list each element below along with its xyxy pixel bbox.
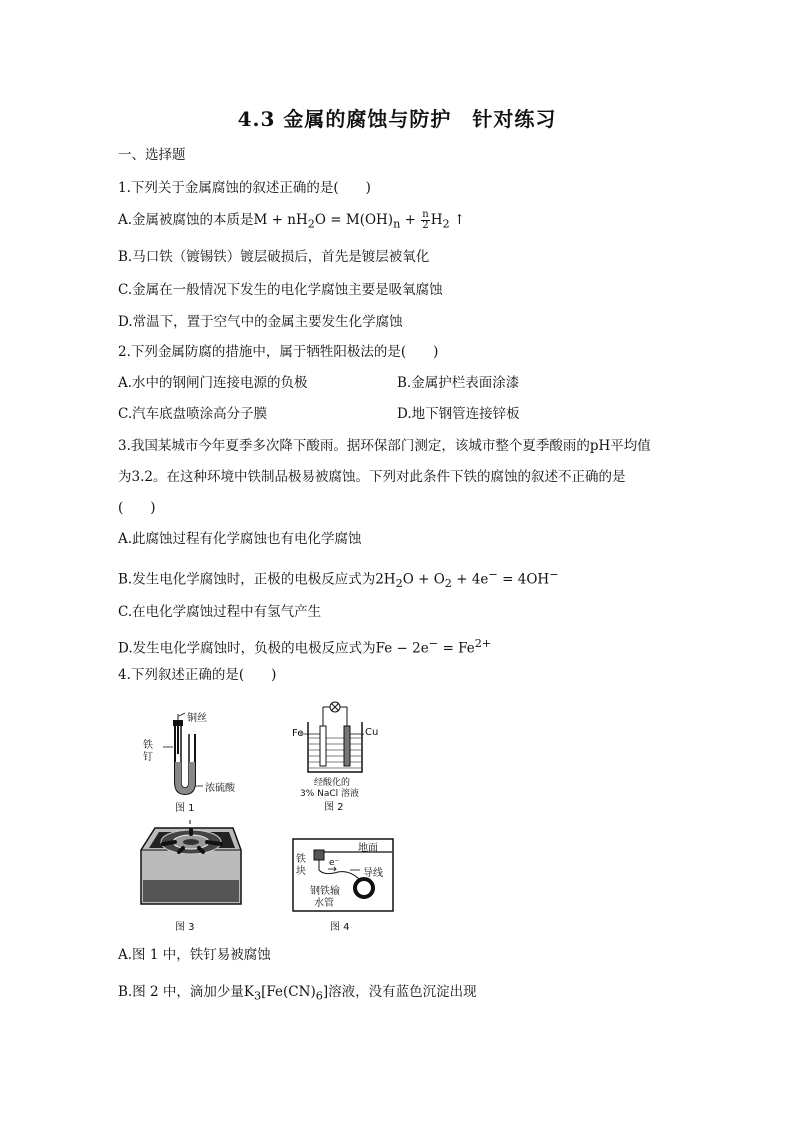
fraction-n-over-2: $\frac{n}{2}$ <box>422 209 429 231</box>
label-nail-2: 钉 <box>143 752 153 763</box>
q3-option-b: B.发生电化学腐蚀时，正极的电极反应式为$2H_2O + O_2 + 4e^- = 4OH^-$ <box>118 568 559 591</box>
caption-figure-1: 图 1 <box>175 803 195 814</box>
label-cu-electrode: Cu <box>365 727 379 738</box>
q2-option-b: B.金属护栏表面涂漆 <box>397 375 520 391</box>
gas-stove-illustration <box>135 820 245 915</box>
caption-figure-2: 图 2 <box>324 802 344 813</box>
q3-option-d: D.发生电化学腐蚀时，负极的电极反应式为$Fe - 2e^- = Fe^{2+}$ <box>118 637 492 657</box>
label-wire: 导线 <box>363 868 383 879</box>
figure-3 <box>135 820 245 935</box>
caption-figure-4: 图 4 <box>330 922 350 933</box>
q2-option-c: C.汽车底盘喷涂高分子膜 <box>118 406 268 422</box>
section-heading: 一、选择题 <box>118 147 186 163</box>
q1-option-c: C.金属在一般情况下发生的电化学腐蚀主要是吸氧腐蚀 <box>118 282 443 298</box>
label-water-pipe-1: 钢铁输 <box>310 886 340 897</box>
q3-option-a: A.此腐蚀过程有化学腐蚀也有电化学腐蚀 <box>118 531 362 547</box>
figure-4 <box>290 836 396 934</box>
label-nail-1: 铁 <box>143 740 153 751</box>
label-iron-block-1: 铁 <box>296 854 306 865</box>
caption-figure-3: 图 3 <box>175 922 195 933</box>
page-title: 4.3 金属的腐蚀与防护 针对练习 <box>237 107 557 131</box>
q2-option-a: A.水中的钢闸门连接电源的负极 <box>118 375 308 391</box>
label-solution-2: 3% NaCl 溶液 <box>300 789 360 799</box>
label-ground: 地面 <box>358 843 378 854</box>
figure-2 <box>290 698 390 813</box>
beaker-cell-diagram <box>290 698 390 778</box>
label-solution-1: 经酸化的 <box>314 778 351 788</box>
q3-answer-paren: ( ) <box>118 500 156 516</box>
q1-option-b: B.马口铁（镀锡铁）镀层破损后，首先是镀层被氧化 <box>118 249 430 265</box>
q3-stem-line1: 3.我国某城市今年夏季多次降下酸雨。据环保部门测定，该城市整个夏季酸雨的pH平均值 <box>118 438 651 454</box>
q2-option-d: D.地下钢管连接锌板 <box>397 406 520 422</box>
label-copper-wire: 铜丝 <box>187 713 207 724</box>
q1-stem: 1.下列关于金属腐蚀的叙述正确的是( ) <box>118 180 371 196</box>
label-electron: e⁻ <box>329 858 340 868</box>
q3-option-c: C.在电化学腐蚀过程中有氢气产生 <box>118 604 322 620</box>
label-fe-electrode: Fe <box>292 728 304 739</box>
q4-stem: 4.下列叙述正确的是( ) <box>118 667 277 683</box>
q1-option-a: A.金属被腐蚀的本质是$M + nH_2O = M(OH)_n$ + $\frac{n}{2}$ $H_2$ ↑ <box>118 209 466 231</box>
figure-1 <box>133 712 243 812</box>
q4-option-b: B.图 2 中，滴加少量$K_3[Fe(CN)_6]$溶液，没有蓝色沉淀出现 <box>118 984 477 1003</box>
label-conc-sulfuric-acid: 浓硫酸 <box>205 783 235 794</box>
label-iron-block-2: 块 <box>296 866 306 877</box>
q2-stem: 2.下列金属防腐的措施中，属于牺牲阳极法的是( ) <box>118 344 439 360</box>
q4-option-a: A.图 1 中，铁钉易被腐蚀 <box>118 947 271 963</box>
q1-option-d: D.常温下，置于空气中的金属主要发生化学腐蚀 <box>118 314 403 330</box>
label-water-pipe-2: 水管 <box>314 898 334 909</box>
q3-stem-line2: 为3.2。在这种环境中铁制品极易被腐蚀。下列对此条件下铁的腐蚀的叙述不正确的是 <box>118 469 626 485</box>
